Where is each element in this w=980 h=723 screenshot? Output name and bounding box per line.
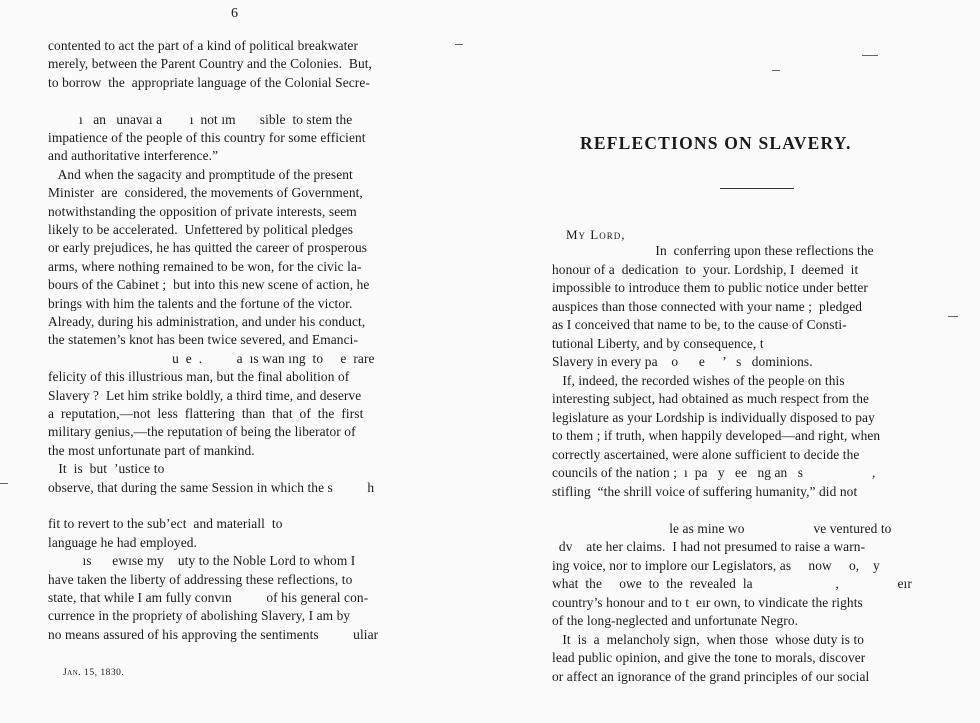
text-line: to borrow the appropriate language of the Colonial Secre-	[48, 74, 370, 90]
text-line: state, that while I am fully convın of his general con-	[48, 590, 369, 605]
text-line: what the owe to the revealed la , eır	[552, 576, 912, 591]
text-line: impatience of the people of this country for some efficient	[48, 130, 366, 145]
text-line: tutional Liberty, and by consequence, t	[552, 335, 764, 351]
text-line: lead public opinion, and give the tone to morals, discover	[552, 650, 866, 665]
text-line: the statemen’s knot has been twice severed, and Emanci-	[48, 332, 359, 348]
text-line: currence in the propriety of abolishing Slavery, I am by	[48, 608, 351, 624]
salutation: My Lord,	[566, 227, 626, 242]
scan-speck	[862, 55, 878, 56]
text-line: stifling “the shrill voice of suffering humanity,” did not	[552, 483, 858, 499]
text-line: language he had employed.	[48, 534, 197, 550]
left-page	[0, 0, 480, 723]
text-line: correctly ascertained, were alone sufficient to decide the	[552, 446, 860, 462]
text-line: impossible to introduce them to public notice under better	[552, 280, 868, 295]
footer-date	[63, 668, 124, 678]
text-line: merely, between the Parent Country and the Colonies. But,	[48, 56, 373, 72]
text-line: ing voice, nor to implore our Legislators, as now o, y	[552, 557, 880, 573]
text-line: Already, during his administration, and under his conduct,	[48, 314, 366, 329]
footer-date-rest: 15, 1830.	[81, 668, 125, 678]
title-divider	[720, 188, 794, 189]
text-line: ı an unavaı a ı not ım sible to stem the	[48, 111, 353, 127]
text-line: or early prejudices, he has quitted the career of prosperous	[48, 240, 368, 256]
page-number: 6	[231, 6, 238, 21]
text-line: le as mine wo ve ventured to	[552, 520, 892, 536]
text-line: In conferring upon these reflections the	[552, 243, 874, 258]
text-line: ıs ewıse my uty to the Noble Lord to whom I	[48, 553, 356, 569]
text-line: notwithstanding the opposition of private interests, seem	[48, 203, 357, 219]
text-line: the most unfortunate part of mankind.	[48, 442, 255, 458]
scan-speck	[948, 316, 958, 317]
scan-speck	[772, 70, 780, 71]
text-line: as I conceived that name to be, to the cause of Consti-	[552, 317, 847, 332]
text-line: fit to revert to the sub’ect and materiall to	[48, 516, 283, 532]
text-line: bours of the Cabinet ; but into this new scene of action, he	[48, 277, 370, 293]
text-line: legislature as your Lordship is individually disposed to pay	[552, 409, 875, 425]
text-line: no means assured of his approving the sentiments uliar	[48, 626, 379, 642]
text-line: brings with him the talents and the fortune of the victor.	[48, 295, 353, 311]
footer-month: Jan.	[63, 668, 82, 678]
text-line: councils of the nation ; ı pa y ee ng an s ,	[552, 465, 876, 480]
scan-speck	[455, 44, 463, 45]
text-line: of the long-neglected and unfortunate Negro.	[552, 613, 799, 628]
text-line: likely to be accelerated. Unfettered by political pledges	[48, 222, 354, 237]
text-line: It is a melancholy sign, when those whose duty is to	[552, 631, 865, 647]
text-line: country’s honour and to t eır own, to vindicate the rights	[552, 594, 863, 610]
text-line: or affect an ignorance of the grand principles of our social	[552, 668, 870, 684]
scan-speck	[0, 483, 8, 484]
text-line: have taken the liberty of addressing these reflections, to	[48, 571, 353, 587]
text-line: honour of a dedication to your. Lordship, I deemed it	[552, 261, 859, 277]
right-page	[480, 0, 980, 723]
text-line: dv ate her claims. I had not presumed to raise a warn-	[552, 539, 866, 554]
text-line: military genius,—the reputation of being the liberator of	[48, 424, 356, 440]
text-line: a reputation,—not less flattering than that of the first	[48, 406, 364, 421]
text-line: If, indeed, the recorded wishes of the people on this	[552, 372, 845, 388]
text-line: Slavery ? Let him strike boldly, a third time, and deserve	[48, 387, 362, 403]
text-line: And when the sagacity and promptitude of the present	[48, 166, 353, 182]
text-line: contented to act the part of a kind of political breakwater	[48, 38, 359, 53]
text-line: Minister are considered, the movements of Government,	[48, 185, 363, 201]
text-line: arms, where nothing remained to be won, for the civic la-	[48, 258, 362, 274]
text-line: observe, that during the same Session in which the s h	[48, 479, 375, 495]
text-line: and authoritative interference.”	[48, 148, 219, 164]
chapter-title: REFLECTIONS ON SLAVERY.	[580, 133, 852, 153]
text-line: It is but ’ustice to	[48, 461, 165, 477]
text-line: interesting subject, had obtained as much respect from the	[552, 391, 870, 406]
text-line: u e . a ıs wan ıng to e rare	[48, 350, 375, 366]
text-line: auspices than those connected with your name ; pledged	[552, 298, 863, 314]
text-line: felicity of this illustrious man, but the final abolition of	[48, 369, 350, 385]
text-line: Slavery in every pa o e ’ s dominions.	[552, 354, 813, 369]
text-line: to them ; if truth, when happily developed—and right, when	[552, 428, 881, 443]
